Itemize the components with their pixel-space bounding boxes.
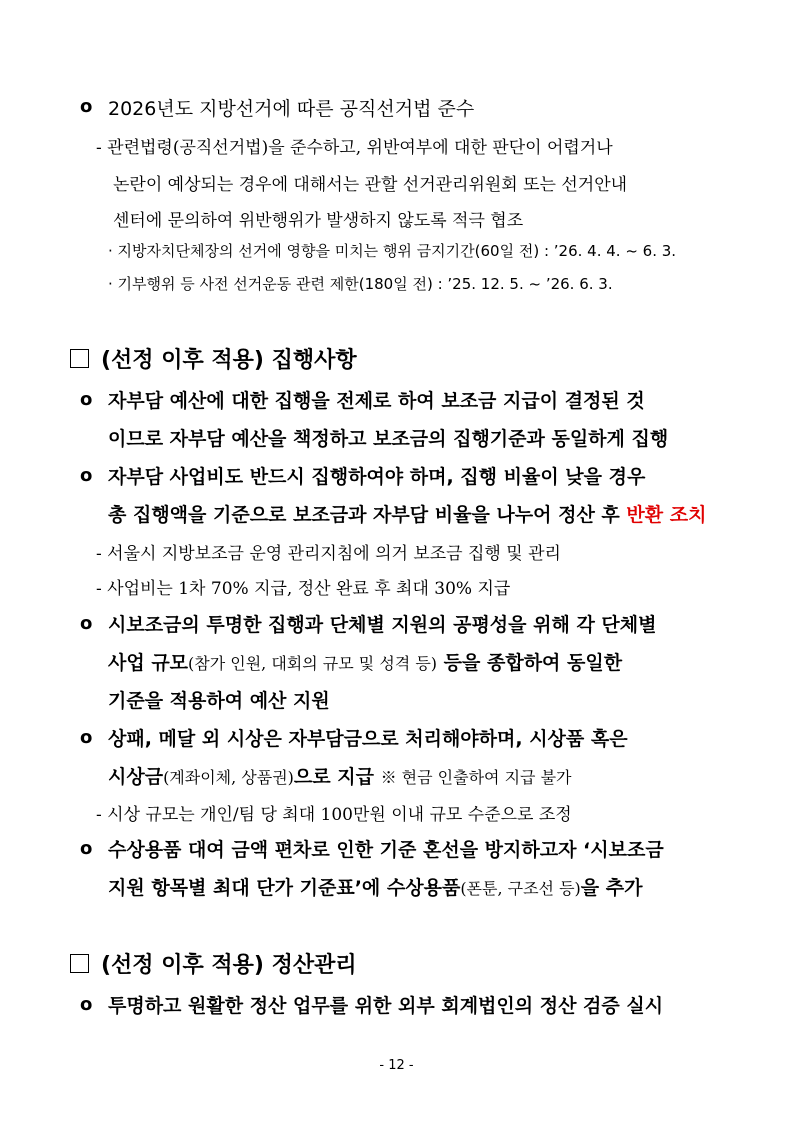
- execution-item-2-dash-2: - 사업비는 1차 70% 지급, 정산 완료 후 최대 30% 지급: [96, 579, 511, 599]
- bullet-marker: o: [80, 994, 93, 1015]
- election-law-dash-line-2: 논란이 예상되는 경우에 대해서는 관할 선거관리위원회 또는 선거안내: [113, 175, 628, 195]
- prize-money-tail: 으로 지급: [293, 766, 381, 788]
- project-scale-label: 사업 규모: [108, 652, 189, 674]
- bullet-marker: o: [80, 96, 93, 117]
- execution-item-1-line-2: 이므로 자부담 예산을 책정하고 보조금의 집행기준과 동일하게 집행: [108, 428, 669, 450]
- election-law-dash-line-3: 센터에 문의하여 위반행위가 발생하지 않도록 적극 협조: [113, 211, 524, 231]
- execution-item-5-line-1: 수상용품 대여 금액 편차로 인한 기준 혼선을 방지하고자 ‘시보조금: [108, 839, 664, 861]
- project-scale-tail: 등을 종합하여 동일한: [437, 652, 623, 674]
- election-law-title: 2026년도 지방선거에 따른 공직선거법 준수: [108, 98, 475, 120]
- bullet-marker: o: [80, 389, 93, 410]
- prize-money-note: (계좌이체, 상품권): [163, 768, 294, 787]
- checkbox-square-icon: [70, 349, 89, 368]
- execution-section-heading: [70, 343, 357, 374]
- checkbox-square-icon: [70, 954, 89, 973]
- prize-money-label: 시상금: [108, 766, 164, 788]
- execution-heading-text: (선정 이후 적용) 집행사항: [101, 348, 357, 373]
- award-supplies-note: (폰툰, 구조선 등): [460, 879, 581, 898]
- execution-item-4-line-1: 상패, 메달 외 시상은 자부담금으로 처리해야하며, 시상품 혹은: [108, 728, 628, 750]
- settlement-heading-text: (선정 이후 적용) 정산관리: [101, 953, 357, 978]
- execution-item-4-dash: - 시상 규모는 개인/팀 당 최대 100만원 이내 규모 수준으로 조정: [96, 805, 572, 825]
- execution-item-2-text: 총 집행액을 기준으로 보조금과 자부담 비율을 나누어 정산 후: [108, 504, 627, 526]
- settlement-section-heading: [70, 948, 357, 979]
- execution-item-3-line-3: 기준을 적용하여 예산 지원: [108, 690, 330, 712]
- bullet-marker: o: [80, 838, 93, 859]
- settlement-item-1: 투명하고 원활한 정산 업무를 위한 외부 회계법인의 정산 검증 실시: [108, 995, 664, 1017]
- award-supplies-tail: 을 추가: [580, 877, 643, 899]
- execution-item-2-line-2: [108, 500, 706, 527]
- project-scale-note: (참가 인원, 대회의 규모 및 성격 등): [188, 654, 438, 673]
- page-number: - 12 -: [379, 1058, 414, 1073]
- cash-withdrawal-note: ※ 현금 인출하여 지급 불가: [380, 768, 572, 787]
- bullet-marker: o: [80, 727, 93, 748]
- election-period-note-1: · 지방자치단체장의 선거에 영향을 미치는 행위 금지기간(60일 전) : ’26. 4. 4. ~ 6. 3.: [108, 242, 677, 260]
- bullet-marker: o: [80, 613, 93, 634]
- refund-action-highlight: 반환 조치: [626, 504, 707, 526]
- execution-item-3-line-2: [108, 648, 622, 675]
- unit-price-table-label: 지원 항목별 최대 단가 기준표’에 수상용품: [108, 877, 461, 899]
- execution-item-1-line-1: 자부담 예산에 대한 집행을 전제로 하여 보조금 지급이 결정된 것: [108, 390, 645, 412]
- execution-item-2-line-1: 자부담 사업비도 반드시 집행하여야 하며, 집행 비율이 낮을 경우: [108, 466, 646, 488]
- election-period-note-2: · 기부행위 등 사전 선거운동 관련 제한(180일 전) : ’25. 12. 5. ~ ’26. 6. 3.: [108, 275, 613, 293]
- execution-item-3-line-1: 시보조금의 투명한 집행과 단체별 지원의 공평성을 위해 각 단체별: [108, 614, 657, 636]
- execution-item-2-dash-1: - 서울시 지방보조금 운영 관리지침에 의거 보조금 집행 및 관리: [96, 544, 561, 564]
- execution-item-5-line-2: [108, 873, 642, 900]
- election-law-dash-line-1: - 관련법령(공직선거법)을 준수하고, 위반여부에 대한 판단이 어렵거나: [96, 138, 613, 158]
- execution-item-4-line-2: [108, 762, 571, 789]
- bullet-marker: o: [80, 465, 93, 486]
